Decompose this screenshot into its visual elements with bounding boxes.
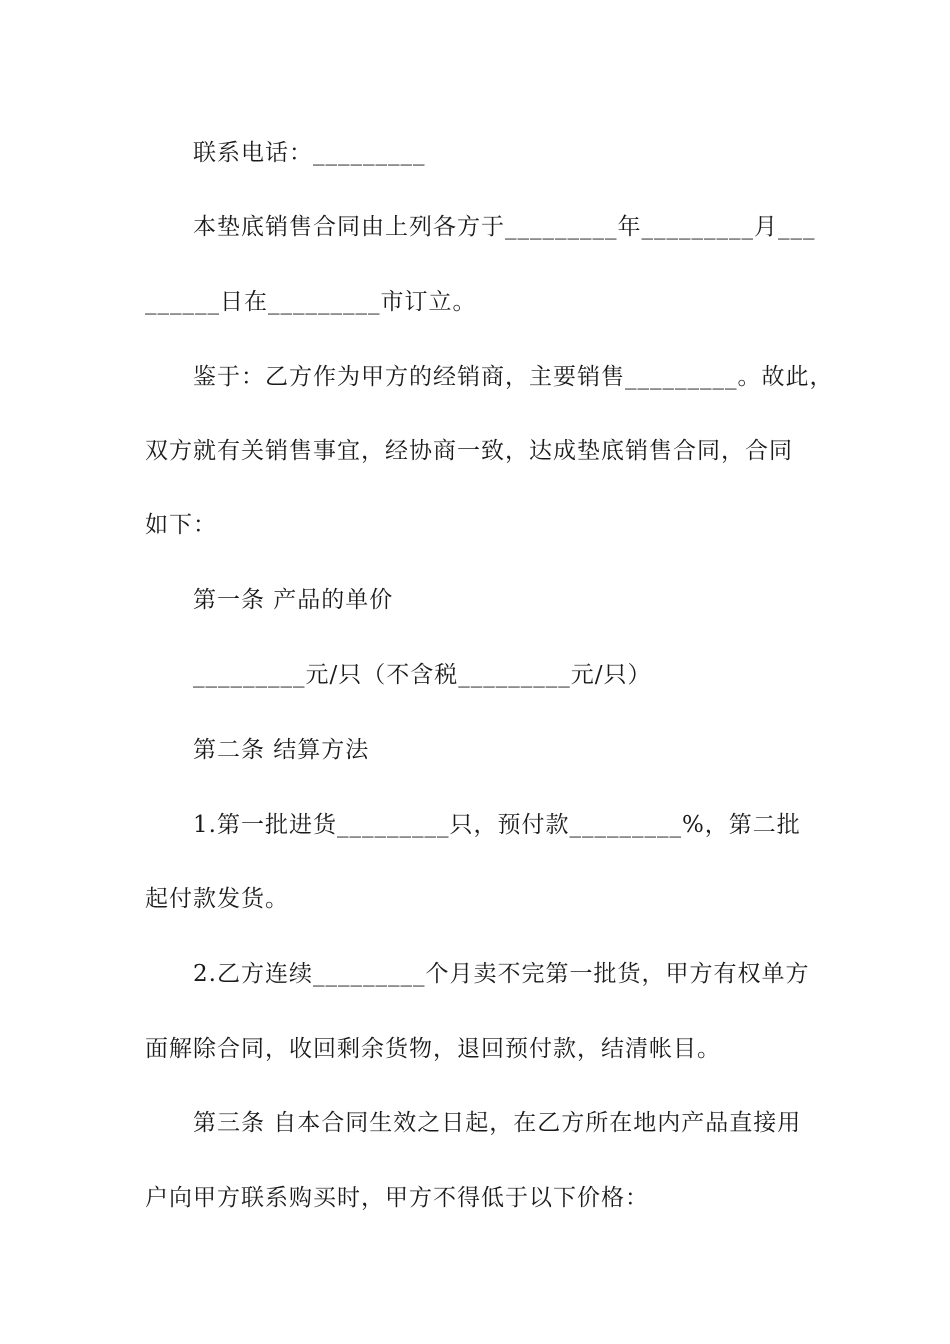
whereas-line-3: 如下： — [145, 512, 217, 538]
contact-phone-line: 联系电话：_________ — [193, 140, 426, 166]
unit-price-line: _________元/只（不含税_________元/只） — [193, 662, 652, 688]
contract-place-line: ______日在_________市订立。 — [145, 289, 477, 315]
article-3-line-1: 第三条 自本合同生效之日起，在乙方所在地内产品直接用 — [193, 1110, 802, 1136]
settlement-item-2-line-1: 2.乙方连续_________个月卖不完第一批货，甲方有权单方 — [193, 961, 810, 987]
settlement-item-1-line-2: 起付款发货。 — [145, 886, 289, 912]
whereas-line-1: 鉴于：乙方作为甲方的经销商，主要销售_________。故此， — [193, 364, 834, 390]
article-3-line-2: 户向甲方联系购买时，甲方不得低于以下价格： — [145, 1185, 649, 1211]
article-1-heading: 第一条 产品的单价 — [193, 587, 394, 613]
settlement-item-2-line-2: 面解除合同，收回剩余货物，退回预付款，结清帐目。 — [145, 1036, 721, 1062]
settlement-item-1-line-1: 1.第一批进货_________只，预付款_________%，第二批 — [193, 812, 801, 838]
article-2-heading: 第二条 结算方法 — [193, 737, 370, 763]
contract-date-line: 本垫底销售合同由上列各方于_________年_________月___ — [193, 214, 816, 240]
whereas-line-2: 双方就有关销售事宜，经协商一致，达成垫底销售合同，合同 — [145, 438, 793, 464]
